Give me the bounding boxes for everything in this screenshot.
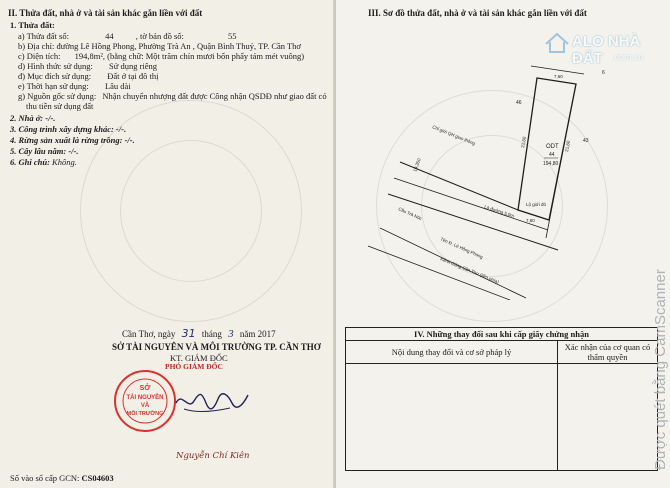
road-left-label: Chỉ giới QH giao thông [431, 124, 476, 147]
land-plot-diagram [340, 60, 640, 300]
plot-number-row [18, 31, 237, 41]
brand-watermark [540, 30, 660, 72]
note-label: 6. Ghi chú: [10, 157, 50, 167]
issuing-department: SỞ TÀI NGUYÊN VÀ MÔI TRƯỜNG TP. CẦN THƠ [112, 342, 321, 352]
plot-number-value: 44 [105, 31, 114, 41]
changes-empty-content [346, 364, 558, 471]
changes-col-content: Nội dung thay đổi và cơ sở pháp lý [346, 341, 558, 364]
neighbor-corner: 6 [602, 70, 605, 76]
signer-role-1: KT. GIÁM ĐỐC [170, 353, 228, 363]
house-logo-icon [544, 32, 570, 54]
section3-title: III. Sơ đồ thửa đất, nhà ở và tài sản khác gắn liền với đất [368, 8, 587, 18]
issue-month: 3 [228, 328, 234, 340]
brand-domain: .com.vn [612, 52, 644, 62]
stamp-mid2: VÀ [140, 403, 150, 409]
changes-col-confirmation: Xác nhận của cơ quan có thẩm quyền [558, 341, 658, 364]
usage-origin-value: Nhận chuyển nhượng đất được Công nhận QSDĐ như giao đất có [102, 91, 327, 101]
usage-form-row [18, 61, 157, 71]
signer-name: Nguyễn Chí Kiên [176, 451, 250, 461]
road-edge-label: Lộ giới đỏ [526, 202, 546, 207]
main-road-label: Tên Đ. Lê Hồng Phong [439, 236, 484, 260]
usage-origin-row [18, 91, 327, 101]
scanner-watermark [648, 0, 670, 488]
address-value: đường Lê Hồng Phong, Phường Trà An , Quận Bình Thuỷ, TP. Cần Thơ [56, 41, 301, 51]
issue-day: 31 [181, 327, 196, 340]
issue-date-line [122, 329, 276, 339]
registry-number: CS04603 [81, 473, 114, 483]
map-sheet-value: 55 [228, 31, 237, 41]
background-emblem-inner [120, 140, 262, 282]
plot-number-label: a) Thửa đất số: [18, 31, 69, 41]
usage-purpose-label: đ) Mục đích sử dụng: [18, 71, 92, 81]
changes-header-row [346, 341, 658, 364]
dimension-road: 19,350 [412, 157, 422, 173]
usage-origin-continued: thu tiền sử dụng đất [26, 101, 94, 111]
changes-empty-confirmation [558, 364, 658, 471]
other-works-row [10, 124, 126, 134]
stamp-top: SỞ [139, 385, 151, 392]
note-row [10, 157, 77, 167]
issue-place-prefix: Cần Thơ, ngày [122, 329, 176, 339]
lot-code: ODT [546, 144, 559, 150]
changes-table [345, 327, 658, 471]
road-width-label: Lộ đường 5,0m [483, 204, 515, 219]
usage-term-row [18, 81, 131, 91]
section2-title: II. Thửa đất, nhà ở và tài sản khác gắn liền với đất [8, 8, 203, 18]
stamp-mid: TÀI NGUYÊN [126, 395, 164, 401]
area-label: c) Diện tích: [18, 51, 61, 61]
official-stamp [112, 368, 178, 434]
house-row [10, 113, 55, 123]
perennial-trees-text: 5. Cây lâu năm: -/-. [10, 146, 79, 156]
issue-year: 2017 [257, 329, 276, 339]
usage-origin-label: g) Nguồn gốc sử dụng: [18, 91, 97, 101]
address-row [18, 41, 301, 51]
address-label: b) Địa chỉ: [18, 41, 55, 51]
note-value: Không. [52, 157, 77, 167]
usage-form-label: d) Hình thức sử dụng: [18, 61, 93, 71]
neighbor-lot-top: 46 [516, 100, 522, 106]
area-value: 194,8m², (bằng chữ: Một trăm chín mươi bốn phẩy tám mét vuông) [74, 51, 305, 61]
dimension-right: 21,60 [564, 140, 571, 153]
lot-area: 194,80 [543, 161, 559, 167]
usage-term-label: e) Thời hạn sử dụng: [18, 81, 89, 91]
issue-year-label: năm [239, 329, 256, 339]
alley-label: Cầu Trà Nóc [397, 206, 423, 222]
lot-number: 44 [549, 152, 555, 158]
land-plot-title: 1. Thửa đất: [10, 20, 55, 30]
changes-empty-row [346, 364, 658, 471]
perennial-trees-row [10, 146, 78, 156]
brand-name: ALO NHÀ ĐẤT [572, 33, 641, 67]
scanner-text: Được quét bằng CamScanner [652, 269, 669, 470]
usage-purpose-row [18, 71, 158, 81]
dimension-left: 21,60 [520, 136, 527, 149]
issue-month-label: tháng [201, 329, 222, 339]
dimension-top: 7,60 [554, 74, 563, 79]
canal-label: Kênh Công Cần Thơ (liền phía) [439, 256, 500, 285]
forest-text: 4. Rừng sản xuất là rừng trồng: -/-. [10, 135, 135, 145]
other-works-text: 3. Công trình xây dựng khác: -/-. [10, 124, 127, 134]
registry-label: Số vào sổ cấp GCN: [10, 473, 80, 483]
neighbor-lot-right: 43 [583, 138, 589, 144]
changes-title-row [346, 328, 658, 341]
canal-line [368, 246, 510, 300]
usage-term-value: Lâu dài [104, 81, 131, 91]
changes-title: IV. Những thay đổi sau khi cấp giấy chứng nhận [346, 328, 658, 341]
area-row [18, 51, 304, 61]
registry-row [10, 473, 114, 483]
signer-role-2: PHÓ GIÁM ĐỐC [165, 362, 223, 371]
forest-row [10, 135, 135, 145]
usage-purpose-value: Đất ở tại đô thị [107, 71, 159, 81]
house-text: 2. Nhà ở: -/-. [10, 113, 56, 123]
stamp-bottom: MÔI TRƯỜNG [126, 411, 164, 417]
dimension-bottom: 7,60 [526, 218, 535, 223]
usage-form-value: Sử dụng riêng [108, 61, 158, 71]
handwritten-signature [172, 383, 252, 417]
map-sheet-label: , tờ bản đồ số: [135, 31, 184, 41]
